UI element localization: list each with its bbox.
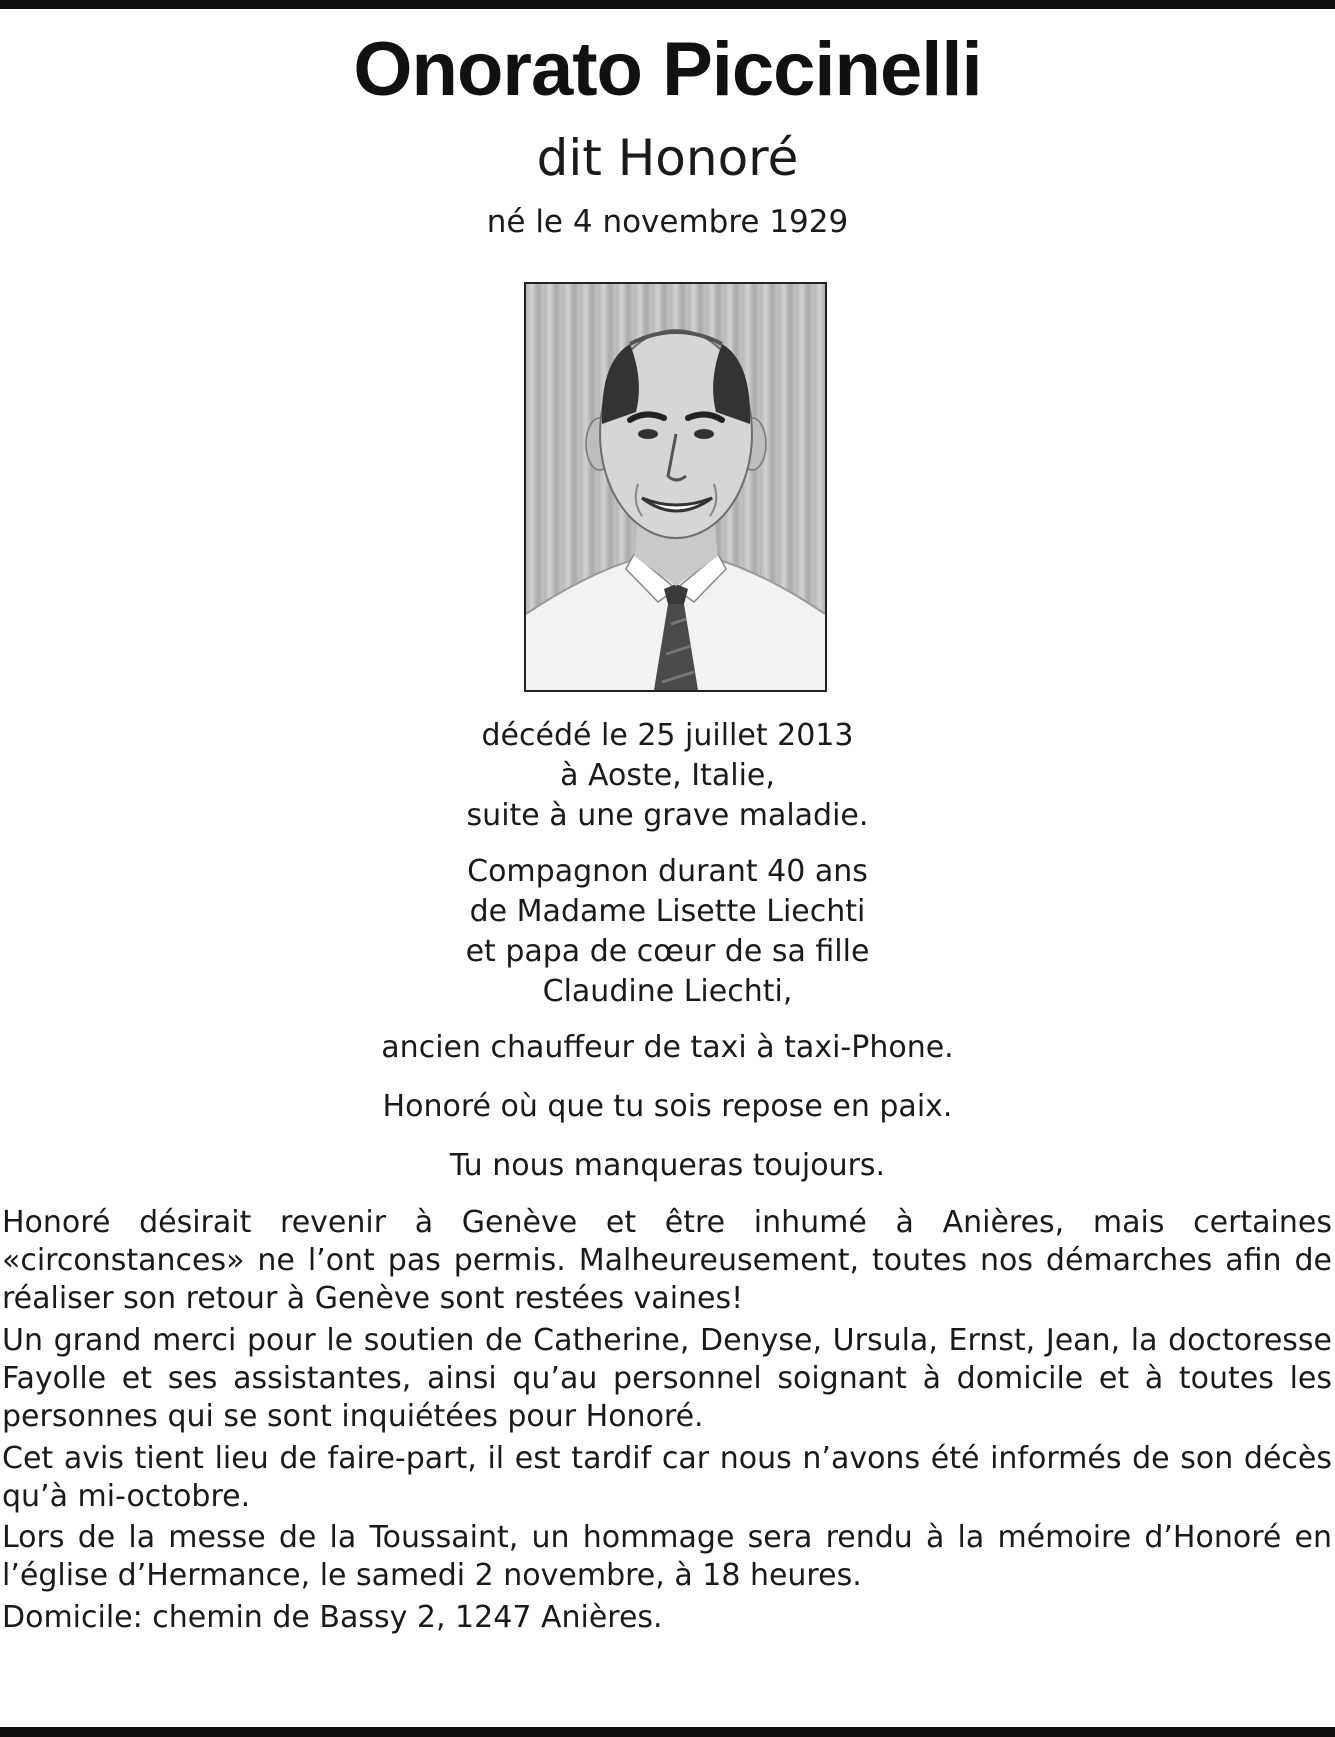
portrait-icon [526, 284, 825, 690]
occupation: ancien chauffeur de taxi à taxi-Phone. [381, 1030, 954, 1065]
portrait-photo [524, 282, 827, 692]
paragraph-thanks: Un grand merci pour le soutien de Catherine, Denyse, Ursula, Ernst, Jean, la doctoresse Fayolle et ses assistantes, ainsi qu’au personnel soignant à domicile et à toutes les personnes qui se sont inquiétées pour Honoré. [2, 1323, 1332, 1434]
companion-details [0, 852, 1335, 1012]
death-line: suite à une grave maladie. [466, 798, 869, 833]
deceased-name: Onorato Piccinelli [353, 27, 982, 112]
top-rule [0, 0, 1335, 9]
rest-in-peace-line: Honoré où que tu sois repose en paix. [382, 1089, 953, 1124]
companion-line: Claudine Liechti, [542, 974, 793, 1009]
death-details [0, 716, 1335, 836]
death-line: à Aoste, Italie, [560, 758, 775, 793]
bottom-rule [0, 1727, 1335, 1737]
paragraph-address: Domicile: chemin de Bassy 2, 1247 Anières. [2, 1600, 663, 1635]
birth-date: né le 4 novembre 1929 [486, 204, 849, 240]
death-line: décédé le 25 juillet 2013 [481, 718, 854, 753]
companion-line: et papa de cœur de sa fille [465, 934, 870, 969]
paragraph-notice: Cet avis tient lieu de faire-part, il est tardif car nous n’avons été informés de son décès qu’à mi-octobre. [2, 1441, 1332, 1514]
paragraph-return-wish: Honoré désirait revenir à Genève et être inhumé à Anières, mais certaines «circonstances» ne l’ont pas permis. Malheureusement, toutes nos démarches afin de réaliser son retour à Genève sont restées vaines! [2, 1205, 1332, 1316]
companion-line: Compagnon durant 40 ans [467, 854, 868, 889]
companion-line: de Madame Lisette Liechti [469, 894, 866, 929]
paragraph-tribute: Lors de la messe de la Toussaint, un hommage sera rendu à la mémoire d’Honoré en l’église d’Hermance, le samedi 2 novembre, à 18 heures. [2, 1520, 1332, 1593]
alias: dit Honoré [536, 129, 799, 187]
missed-line: Tu nous manqueras toujours. [449, 1148, 886, 1183]
